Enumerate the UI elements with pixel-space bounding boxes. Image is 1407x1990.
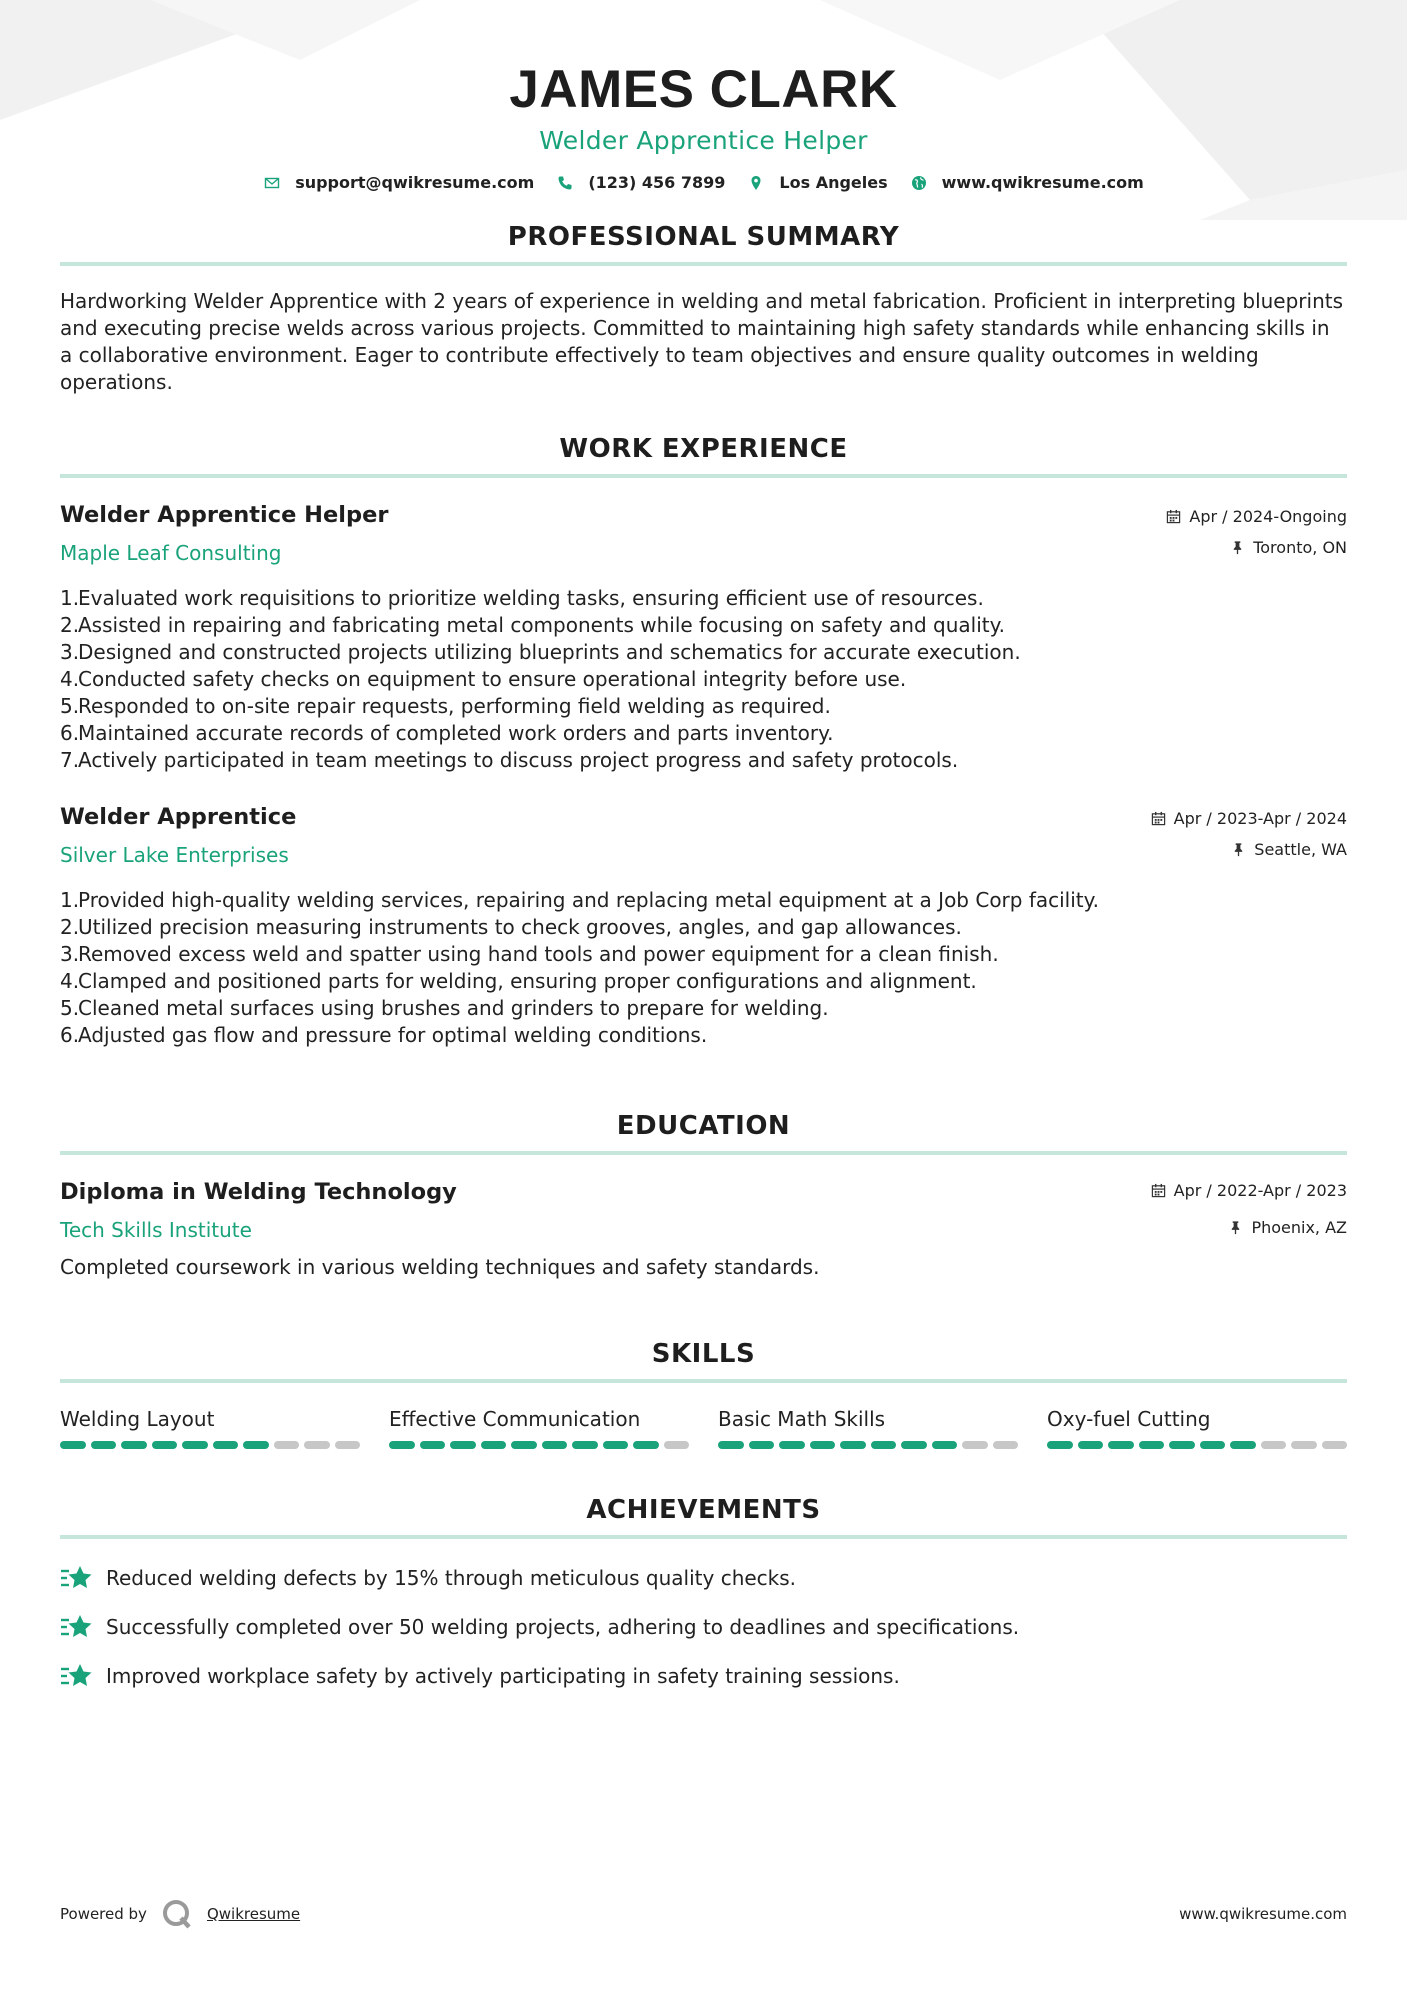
skill-dot-empty	[1261, 1441, 1287, 1449]
list-item: 2. Utilized precision measuring instruments to check grooves, angles, and gap allowances.	[60, 915, 962, 939]
pushpin-icon	[1231, 842, 1246, 857]
achievement-text: Improved workplace safety by actively participating in safety training sessions.	[106, 1664, 900, 1688]
job-company: Maple Leaf Consulting	[60, 541, 282, 565]
list-item: 1. Provided high-quality welding services, repairing and replacing metal equipment at a Job Corp facility.	[60, 888, 1099, 912]
skills-section	[60, 1339, 1347, 1449]
skill-dot-filled	[542, 1441, 568, 1449]
skill-dot-empty	[993, 1441, 1019, 1449]
skill-dot-filled	[871, 1441, 897, 1449]
job-bullets	[60, 585, 1347, 774]
skill-rating	[1047, 1441, 1347, 1449]
contact-location	[747, 173, 887, 192]
skill-dot-empty	[274, 1441, 300, 1449]
education-description: Completed coursework in various welding techniques and safety standards.	[60, 1255, 820, 1279]
skill-item	[60, 1407, 360, 1449]
skill-item	[718, 1407, 1018, 1449]
envelope-icon	[263, 174, 281, 192]
skill-dot-filled	[450, 1441, 476, 1449]
skill-dot-filled	[1230, 1441, 1256, 1449]
summary-text: Hardworking Welder Apprentice with 2 years of experience in welding and metal fabrication. Proficient in interpreting blueprints and executing precise welds across various projects. Committed to maintaining high safety standards while enhancing skills in a collaborative environment. Eager to contribute effectively to team objectives and ensure quality outcomes in welding operations.	[60, 289, 1344, 394]
star-badge-icon	[60, 1661, 94, 1691]
skill-name: Effective Communication	[389, 1407, 641, 1431]
job-location-text: Seattle, WA	[1254, 840, 1347, 859]
skill-dot-empty	[1322, 1441, 1348, 1449]
skill-dot-empty	[1291, 1441, 1317, 1449]
job-location-text: Toronto, ON	[1253, 538, 1347, 557]
resume-header	[60, 0, 1347, 192]
skill-dot-filled	[901, 1441, 927, 1449]
contact-bar	[60, 173, 1347, 192]
list-item: 4. Conducted safety checks on equipment to ensure operational integrity before use.	[60, 667, 907, 691]
skill-dot-filled	[389, 1441, 415, 1449]
skill-dot-filled	[243, 1441, 269, 1449]
skill-dot-empty	[962, 1441, 988, 1449]
skill-dot-filled	[1169, 1441, 1195, 1449]
skill-dot-filled	[633, 1441, 659, 1449]
skill-dot-filled	[718, 1441, 744, 1449]
skills-list	[60, 1407, 1347, 1449]
education-entry	[60, 1179, 1347, 1279]
skill-dot-filled	[749, 1441, 775, 1449]
pushpin-icon	[1230, 540, 1245, 555]
summary-section	[60, 222, 1347, 396]
job-title: Welder Apprentice	[60, 804, 297, 830]
contact-website[interactable]	[910, 173, 1144, 192]
achievements-heading: ACHIEVEMENTS	[60, 1495, 1347, 1539]
job-entry	[60, 502, 1347, 774]
achievement-item	[60, 1612, 1347, 1642]
star-badge-icon	[60, 1563, 94, 1593]
globe-icon	[910, 174, 928, 192]
job-dates	[1151, 809, 1347, 828]
calendar-icon	[1151, 1183, 1166, 1198]
brand-link[interactable]: Qwikresume	[206, 1905, 301, 1923]
job-entry	[60, 804, 1347, 1049]
phone-text: (123) 456 7899	[588, 173, 726, 192]
location-text: Los Angeles	[779, 173, 888, 192]
list-item: 5. Responded to on-site repair requests, performing field welding as required.	[60, 694, 831, 718]
list-item: 6. Maintained accurate records of completed work orders and parts inventory.	[60, 721, 834, 745]
skill-dot-filled	[1139, 1441, 1165, 1449]
skill-name: Oxy-fuel Cutting	[1047, 1407, 1211, 1431]
job-title: Welder Apprentice Helper	[60, 502, 389, 528]
skill-dot-filled	[810, 1441, 836, 1449]
skill-dot-filled	[603, 1441, 629, 1449]
achievement-item	[60, 1563, 1347, 1593]
skill-rating	[718, 1441, 1018, 1449]
job-dates	[1166, 507, 1347, 526]
skill-dot-empty	[664, 1441, 690, 1449]
contact-phone[interactable]	[556, 173, 725, 192]
star-badge-icon	[60, 1612, 94, 1642]
candidate-name: JAMES CLARK	[509, 60, 898, 119]
list-item: 4. Clamped and positioned parts for welding, ensuring proper configurations and alignment.	[60, 969, 977, 993]
achievement-item	[60, 1661, 1347, 1691]
skill-dot-filled	[511, 1441, 537, 1449]
pushpin-icon	[1228, 1220, 1243, 1235]
skill-dot-filled	[121, 1441, 147, 1449]
achievement-text: Successfully completed over 50 welding projects, adhering to deadlines and specifications.	[106, 1615, 1020, 1639]
skill-rating	[389, 1441, 689, 1449]
skill-name: Basic Math Skills	[718, 1407, 886, 1431]
skill-name: Welding Layout	[60, 1407, 215, 1431]
skill-dot-filled	[182, 1441, 208, 1449]
footer-website[interactable]: www.qwikresume.com	[1179, 1905, 1347, 1923]
list-item: 6. Adjusted gas flow and pressure for optimal welding conditions.	[60, 1023, 708, 1047]
list-item: 7. Actively participated in team meetings to discuss project progress and safety protocols.	[60, 748, 959, 772]
education-heading: EDUCATION	[60, 1111, 1347, 1155]
education-dates-text: Apr / 2022-Apr / 2023	[1173, 1181, 1347, 1200]
list-item: 2. Assisted in repairing and fabricating metal components while focusing on safety and quality.	[60, 613, 1005, 637]
skill-dot-filled	[932, 1441, 958, 1449]
skill-dot-filled	[1200, 1441, 1226, 1449]
skill-dot-filled	[420, 1441, 446, 1449]
candidate-title: Welder Apprentice Helper	[539, 126, 868, 155]
skill-dot-filled	[60, 1441, 86, 1449]
skill-dot-filled	[779, 1441, 805, 1449]
work-heading: WORK EXPERIENCE	[60, 434, 1347, 478]
achievement-text: Reduced welding defects by 15% through meticulous quality checks.	[106, 1566, 797, 1590]
job-bullets	[60, 887, 1347, 1049]
website-text: www.qwikresume.com	[941, 173, 1144, 192]
skill-dot-filled	[91, 1441, 117, 1449]
skill-item	[1047, 1407, 1347, 1449]
page-footer	[60, 1898, 1347, 1930]
work-experience-section	[60, 434, 1347, 1049]
contact-email[interactable]	[263, 173, 534, 192]
education-dates	[1151, 1181, 1347, 1200]
skill-dot-filled	[152, 1441, 178, 1449]
qwikresume-logo-icon	[161, 1898, 193, 1930]
skill-dot-filled	[840, 1441, 866, 1449]
skills-heading: SKILLS	[60, 1339, 1347, 1383]
education-location	[1151, 1218, 1347, 1237]
job-dates-text: Apr / 2024-Ongoing	[1189, 507, 1347, 526]
summary-heading: PROFESSIONAL SUMMARY	[60, 222, 1347, 266]
skill-rating	[60, 1441, 360, 1449]
skill-dot-filled	[572, 1441, 598, 1449]
map-pin-icon	[747, 174, 765, 192]
education-location-text: Phoenix, AZ	[1251, 1218, 1347, 1237]
job-company: Silver Lake Enterprises	[60, 843, 289, 867]
calendar-icon	[1166, 509, 1181, 524]
skill-dot-empty	[335, 1441, 361, 1449]
list-item: 1. Evaluated work requisitions to prioritize welding tasks, ensuring efficient use of resources.	[60, 586, 984, 610]
list-item: 5. Cleaned metal surfaces using brushes and grinders to prepare for welding.	[60, 996, 829, 1020]
powered-by-label: Powered by	[60, 1905, 147, 1923]
skill-dot-empty	[304, 1441, 330, 1449]
degree-title: Diploma in Welding Technology	[60, 1179, 457, 1205]
school-name: Tech Skills Institute	[60, 1218, 252, 1242]
education-section	[60, 1111, 1347, 1279]
skill-dot-filled	[481, 1441, 507, 1449]
achievements-section	[60, 1495, 1347, 1691]
job-location	[1151, 840, 1347, 859]
skill-dot-filled	[213, 1441, 239, 1449]
skill-dot-filled	[1078, 1441, 1104, 1449]
list-item: 3. Designed and constructed projects utilizing blueprints and schematics for accurate execution.	[60, 640, 1021, 664]
job-dates-text: Apr / 2023-Apr / 2024	[1173, 809, 1347, 828]
list-item: 3. Removed excess weld and spatter using hand tools and power equipment for a clean finish.	[60, 942, 999, 966]
calendar-icon	[1151, 811, 1166, 826]
email-text: support@qwikresume.com	[295, 173, 535, 192]
skill-dot-filled	[1047, 1441, 1073, 1449]
job-location	[1166, 538, 1347, 557]
skill-dot-filled	[1108, 1441, 1134, 1449]
skill-item	[389, 1407, 689, 1449]
phone-icon	[556, 174, 574, 192]
